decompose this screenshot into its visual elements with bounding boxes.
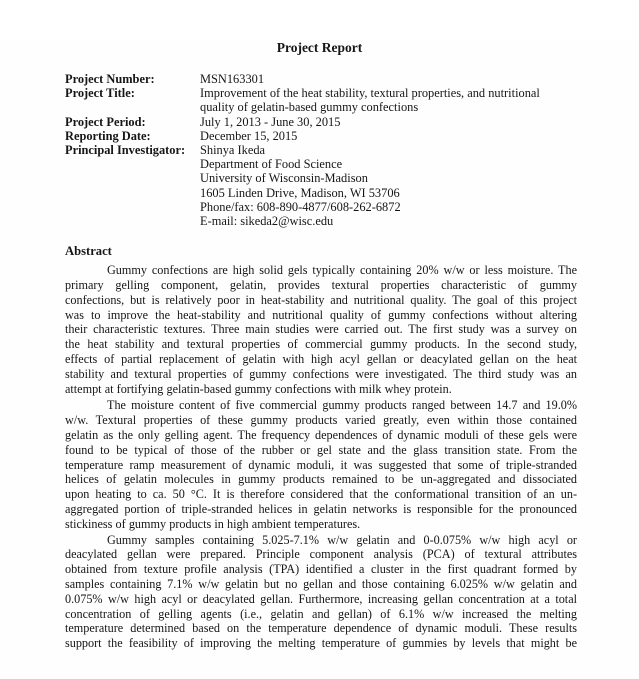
field-value-line: E-mail: sikeda2@wisc.edu (200, 214, 334, 229)
paragraph-line: samples containing 7.1% w/w gelatin but no gellan and those containing 6.025% w/w gelatin and (65, 576, 577, 591)
field-value-line: University of Wisconsin-Madison (200, 171, 368, 186)
field-value-line: quality of gelatin-based gummy confections (200, 100, 419, 115)
field-value (200, 129, 579, 143)
field-row (65, 129, 579, 143)
abstract-heading: Abstract (65, 244, 112, 259)
field-value (200, 86, 579, 114)
paragraph-line: aggregated portion of triple-stranded helices in gelatin networks is responsible for the pronounced (65, 501, 577, 516)
fields-block (65, 72, 579, 228)
paragraph-line: concentration of gelling agents (i.e., gelatin and gellan) of 6.1% w/w increased the melting (65, 606, 577, 621)
paragraph-line: w/w. Textural properties of these gummy products varied greatly, even within those contained (65, 413, 577, 428)
paragraph-line: temperature ramp measurement of dynamic moduli, it was suggested that some of triple-stranded (65, 457, 577, 472)
abstract-paragraph (65, 263, 577, 396)
paragraph-line: 0.075% w/w high acyl or deacylated gellan. Furthermore, increasing gellan concentration at a total (65, 591, 577, 606)
field-label: Principal Investigator: (65, 143, 186, 158)
paragraph-line: upon heating to ca. 50 °C. It is therefore considered that the conformational transition of an un- (65, 487, 577, 502)
paragraph-line: obtained from texture profile analysis (TPA) identified a cluster in the first quadrant formed by (65, 562, 577, 577)
paragraph-line: helices of gelatin molecules in gummy products remained to be un-aggregated and dissociated (65, 472, 577, 487)
report-page (0, 40, 639, 679)
field-value-line: Phone/fax: 608-890-4877/608-262-6872 (200, 199, 401, 214)
field-value-line: December 15, 2015 (200, 128, 298, 143)
paragraph-line: The moisture content of five commercial gummy products ranged between 14.7 and 19.0% (107, 398, 577, 413)
paragraph-line: was to improve the heat-stability and nutritional quality of gummy confections without altering (65, 307, 577, 322)
paragraph-line: deacylated gellan were prepared. Principle component analysis (PCA) of textural attributes (65, 547, 577, 562)
field-value-line: Department of Food Science (200, 157, 343, 172)
abstract-paragraph (65, 533, 577, 651)
abstract-body (65, 263, 577, 651)
paragraph-line: confections, but is relatively poor in heat-stability and nutritional quality. The goal of this project (65, 292, 577, 307)
report-title: Project Report (276, 40, 363, 55)
abstract-paragraph (65, 398, 577, 531)
paragraph-line: effects of partial replacement of gelatin with high acyl gellan or deacylated gellan on the heat (65, 352, 577, 367)
paragraph-line: temperature determined based on the temperature dependence of dynamic moduli. These results (65, 621, 577, 636)
field-row (65, 115, 579, 129)
field-value-line: Shinya Ikeda (200, 143, 266, 158)
field-value (200, 143, 579, 228)
paragraph-line: attempt at fortifying gelatin-based gummy confections with milk whey protein. (65, 381, 452, 396)
paragraph-line: found to be typical of those of the rubber or gel state and the glass transition state. From the (65, 442, 577, 457)
paragraph-line: support the feasibility of improving the melting temperature of gummies by levels that might be (65, 636, 577, 651)
field-value-line: 1605 Linden Drive, Madison, WI 53706 (200, 185, 400, 200)
field-value (200, 115, 579, 129)
paragraph-line: stability and textural properties of gummy confections were investigated. The third study was an (65, 366, 577, 381)
paragraph-line: the heat stability and textural properties of commercial gummy products. In the second study, (65, 337, 577, 352)
field-label: Project Title: (65, 86, 135, 101)
field-value-line: July 1, 2013 - June 30, 2015 (200, 114, 341, 129)
paragraph-line: primary gelling component, gelatin, provides textural properties characteristic of gummy (65, 278, 577, 293)
paragraph-line: their characteristic textures. Three main studies were carried out. The first study was a survey on (65, 322, 577, 337)
field-row (65, 143, 579, 228)
field-row (65, 86, 579, 114)
field-value-line: MSN163301 (200, 72, 265, 86)
paragraph-line: Gummy confections are high solid gels typically containing 20% w/w or less moisture. The (107, 263, 577, 278)
field-label: Project Period: (65, 114, 146, 129)
paragraph-line: stickiness of gummy products in high ambient temperatures. (65, 516, 361, 531)
field-value (200, 72, 579, 86)
field-row (65, 72, 579, 86)
paragraph-line: gelatin as the only gelling agent. The frequency dependences of dynamic moduli of these gels were (65, 428, 577, 442)
field-value-line: Improvement of the heat stability, textural properties, and nutritional (200, 86, 540, 101)
paragraph-line: Gummy samples containing 5.025-7.1% w/w gelatin and 0-0.075% w/w high acyl or (107, 532, 577, 547)
field-label: Reporting Date: (65, 128, 151, 143)
field-label: Project Number: (65, 72, 155, 86)
